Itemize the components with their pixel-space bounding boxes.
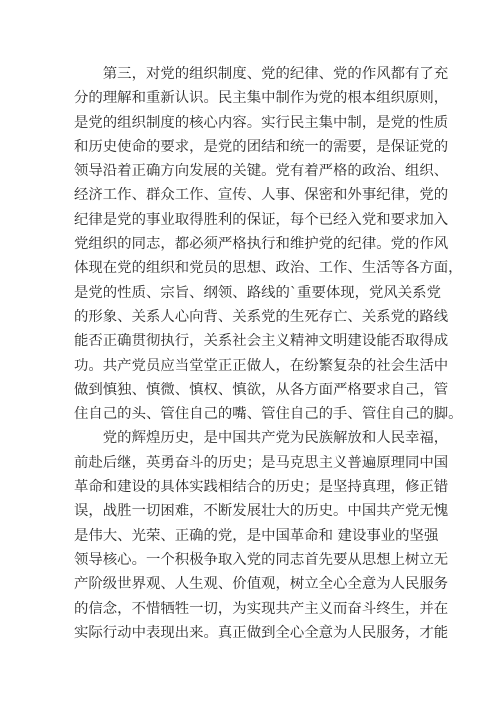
text-line: 功。共产党员应当堂堂正正做人，在纷繁复杂的社会生活中 [74,357,449,374]
text-line: 党组织的同志，都必须严格执行和维护党的纪律。党的作风 [74,236,449,253]
text-line: 和历史使命的要求，是党的团结和统一的需要，是保证党的 [74,138,449,155]
text-line: 经济工作、群众工作、宣传、人事、保密和外事纪律，党的 [74,187,449,204]
text-line: 党的辉煌历史，是中国共产党为民族解放和人民幸福， [74,430,449,447]
text-line: 体现在党的组织和党员的思想、政治、工作、生活等各方面， [74,260,463,277]
text-line: 的信念，不惜牺牲一切，为实现共产主义而奋斗终生，并在 [74,600,449,617]
body-text [74,62,463,645]
text-line: 革命和建设的具体实践相结合的历史；是坚持真理，修正错 [74,479,449,496]
text-line: 第三，对党的组织制度、党的纪律、党的作风都有了充 [74,66,449,82]
text-line: 前赴后继，英勇奋斗的历史；是马克思主义普遍原理同中国 [74,454,449,471]
text-line: 做到慎独、慎微、慎权、慎欲，从各方面严格要求自己，管 [74,381,449,398]
text-line: 纪律是党的事业取得胜利的保证，每个已经入党和要求加入 [74,211,449,228]
text-line: 领导沿着正确方向发展的关键。党有着严格的政治、组织、 [74,163,449,180]
text-line: 实际行动中表现出来。真正做到全心全意为人民服务，才能 [74,624,449,641]
text-line: 是党的组织制度的核心内容。实行民主集中制，是党的性质 [74,114,449,131]
text-line: 能否正确贯彻执行，关系社会主义精神文明建设能否取得成 [74,333,449,350]
text-line: 住自己的头、管住自己的嘴、管住自己的手、管住自己的脚。 [74,406,463,423]
text-line: 误，战胜一切困难，不断发展壮大的历史。中国共产党无愧 [74,503,449,520]
text-line: 是伟大、光荣、正确的党，是中国革命和 建设事业的坚强 [74,527,439,544]
text-line: 是党的性质、宗旨、纲领、路线的`重要体现，党风关系党 [74,284,441,301]
text-line: 产阶级世界观、人生观、价值观，树立全心全意为人民服务 [74,576,449,593]
text-line: 的形象、关系人心向背、关系党的生死存亡、关系党的路线 [74,308,449,325]
text-line: 领导核心。一个积极争取入党的同志首先要从思想上树立无 [74,551,449,568]
text-line: 分的理解和重新认识。民主集中制作为党的根本组织原则， [74,90,449,107]
